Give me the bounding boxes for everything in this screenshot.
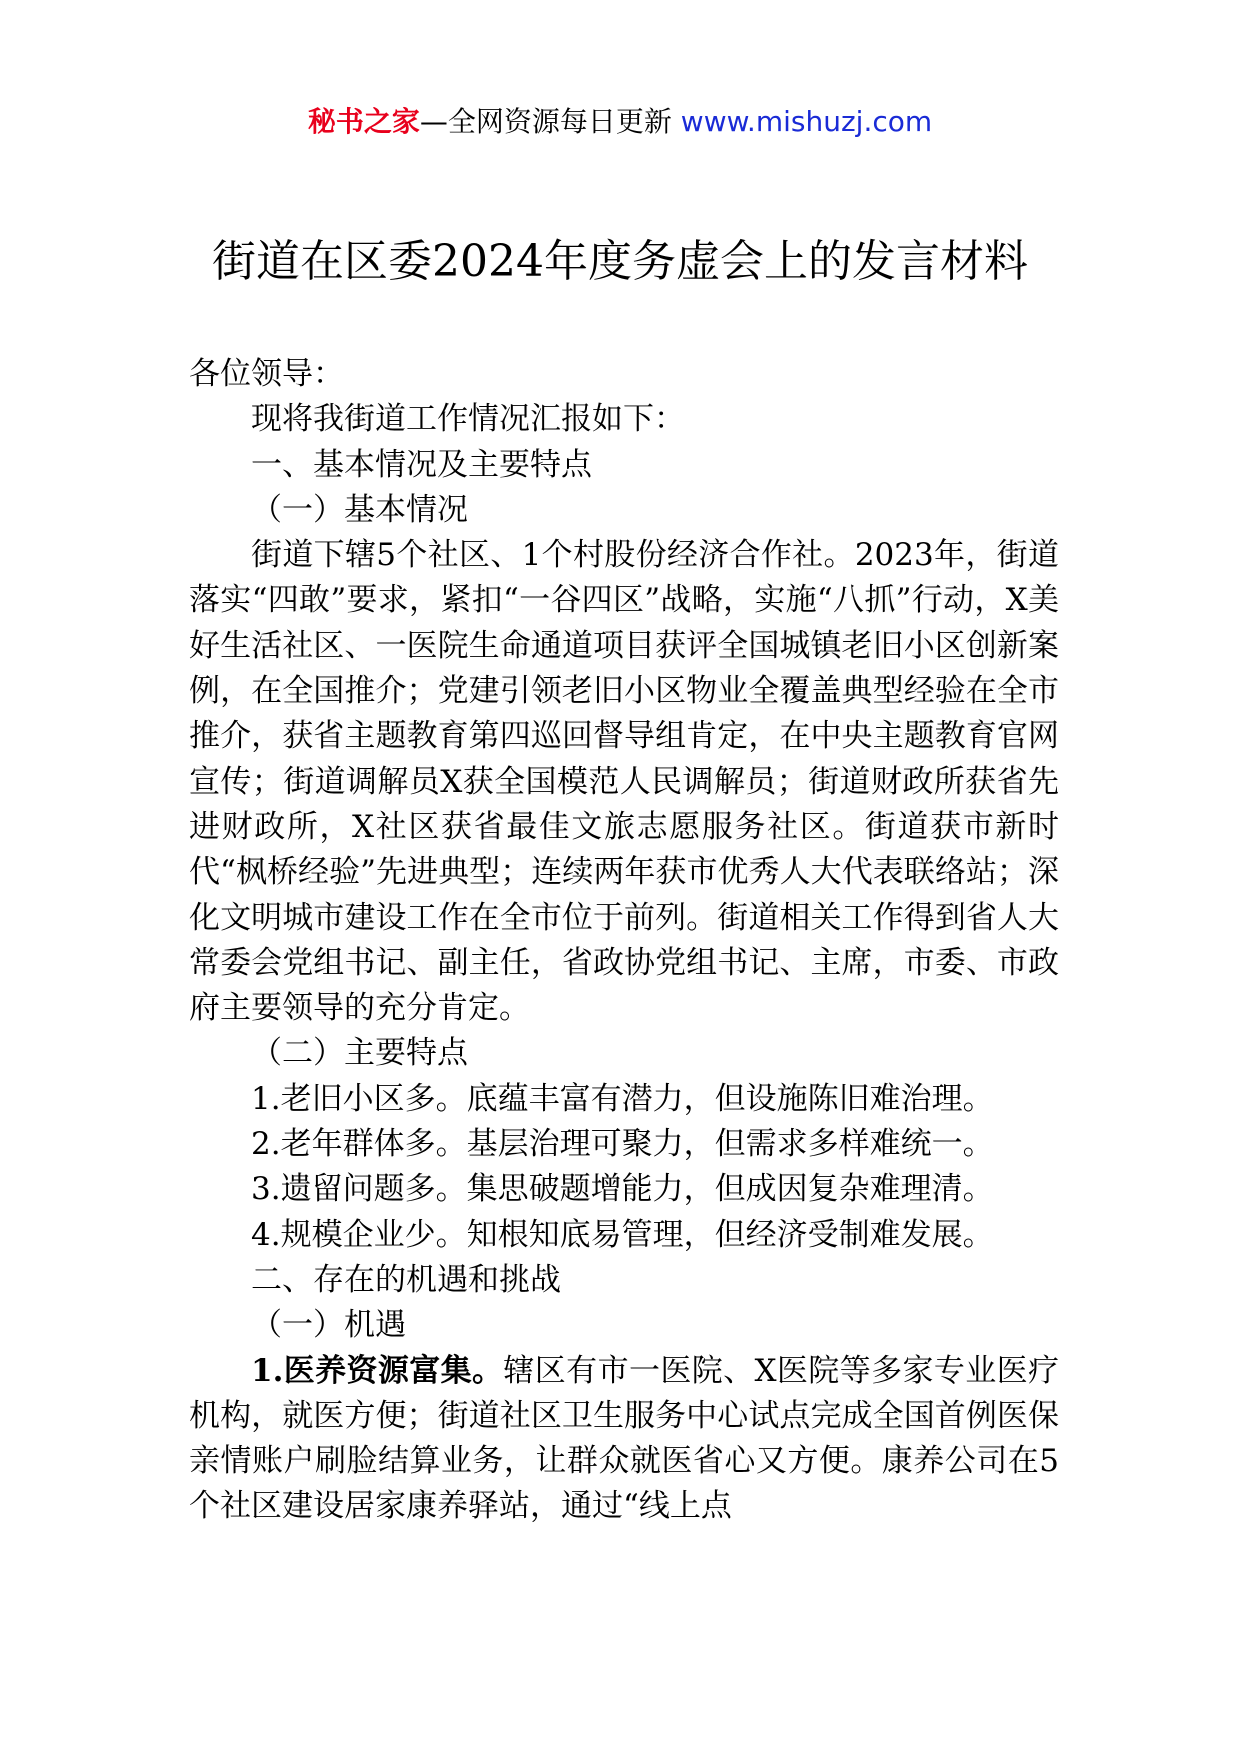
subsection-heading-basic: （一）基本情况: [251, 491, 468, 528]
intro-paragraph: 现将我街道工作情况汇报如下：: [251, 401, 685, 438]
site-brand: 秘书之家: [307, 105, 420, 138]
subsection-heading-features: （二）主要特点: [251, 1035, 468, 1072]
medical-resources-paragraph: [189, 1349, 1059, 1530]
feature-item-4: 4.规模企业少。知根知底易管理，但经济受制难发展。: [251, 1216, 994, 1253]
subsection-heading-opportunity: （一）机遇: [251, 1307, 406, 1344]
feature-item-3: 3.遗留问题多。集思破题增能力，但成因复杂难理清。: [251, 1171, 994, 1208]
section-heading-1: 一、基本情况及主要特点: [251, 446, 592, 483]
feature-item-1: 1.老旧小区多。底蕴丰富有潜力，但设施陈旧难治理。: [251, 1080, 994, 1117]
feature-item-2: 2.老年群体多。基层治理可聚力，但需求多样难统一。: [251, 1126, 994, 1163]
document-title: 街道在区委2024年度务虚会上的发言材料: [212, 236, 1028, 287]
salutation: 各位领导：: [189, 356, 344, 392]
site-slogan: —全网资源每日更新: [419, 105, 672, 138]
paragraph-lead-bold: 1.医养资源富集。: [251, 1352, 504, 1389]
basic-situation-paragraph: 街道下辖5个社区、1个村股份经济合作社。2023年，街道落实“四敢”要求，紧扣“一谷四区”战略，实施“八抓”行动，X美好生活社区、一医院生命通道项目获评全国城镇老旧小区创新案例，在全国推介；党建引领老旧小区物业全覆盖典型经验在全市推介，获省主题教育第四巡回督导组肯定，在中央主题教育官网宣传；街道调解员X获全国模范人民调解员；街道财政所获省先进财政所，X社区获省最佳文旅志愿服务社区。街道获市新时代“枫桥经验”先进典型；连续两年获市优秀人大代表联络站；深化文明城市建设工作在全市位于前列。街道相关工作得到省人大常委会党组书记、副主任，省政协党组书记、主席，市委、市政府主要领导的充分肯定。: [189, 537, 1059, 1027]
document-body: [189, 352, 1059, 1530]
paragraph-text: 辖区有市一医院、X医院等多家专业医疗机构，就医方便；街道社区卫生服务中心试点完成全国首例医保亲情账户刷脸结算业务，让群众就医省心又方便。康养公司在5个社区建设居家康养驿站，通过“线上点: [189, 1352, 1059, 1525]
site-url-link[interactable]: www.mishuzj.com: [680, 105, 933, 138]
site-header: [0, 102, 1240, 142]
section-heading-2: 二、存在的机遇和挑战: [251, 1261, 561, 1298]
